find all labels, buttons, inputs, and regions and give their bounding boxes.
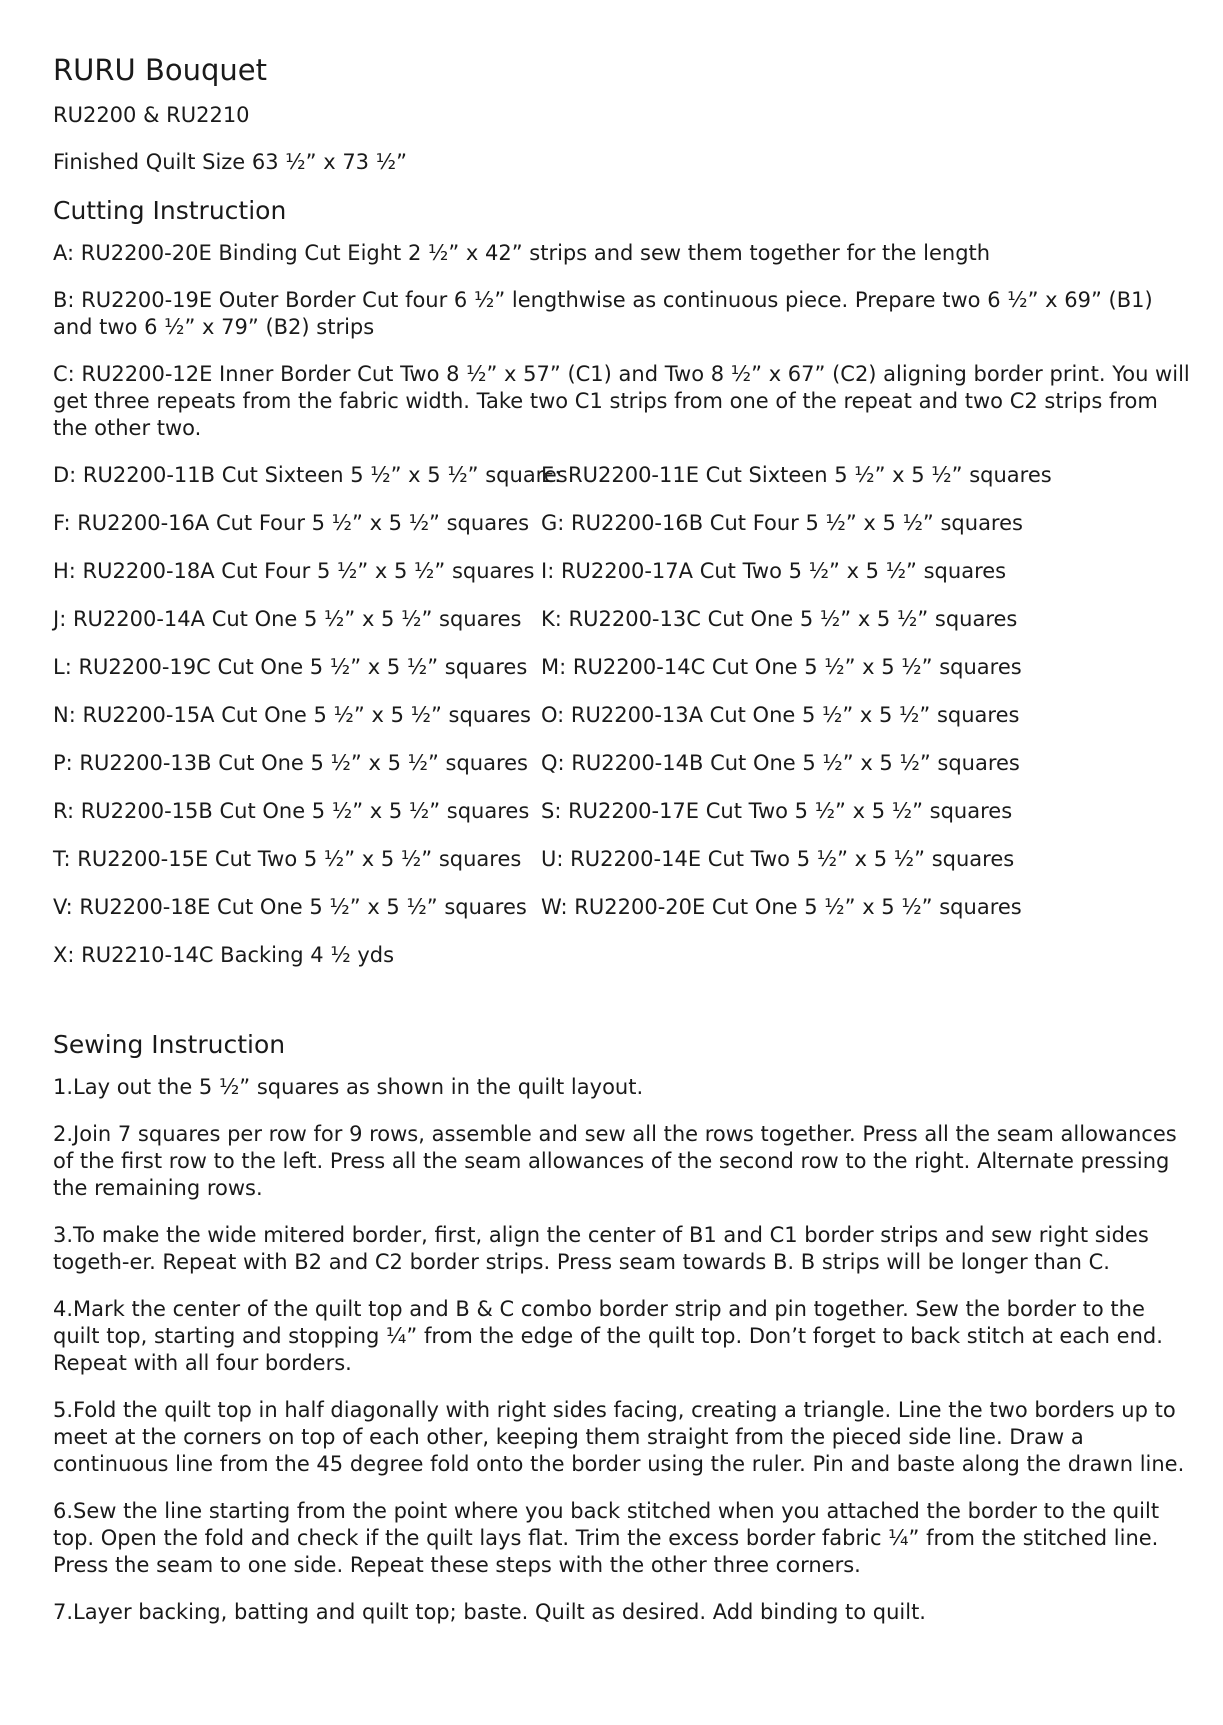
sewing-step-6: 6.Sew the line starting from the point where you back stitched when you attached the border to the quilt top. Open the fold and check if the quilt lays flat. Trim the excess border fabric ¼” from the stitched line. Press the seam to one side. Repeat these steps with the other three corners. — [53, 1499, 1160, 1577]
cutting-item-e: E: RU2200-11E Cut Sixteen 5 ½” x 5 ½” squares — [541, 463, 1052, 487]
cutting-item-o: O: RU2200-13A Cut One 5 ½” x 5 ½” squares — [541, 703, 1020, 727]
sewing-step-4: 4.Mark the center of the quilt top and B & C combo border strip and pin together. Sew the border to the quilt top, starting and stopping ¼” from the edge of the quilt top. Don’t forget to back stitch at each end. Repeat with all four borders. — [53, 1297, 1163, 1375]
cutting-item-k: K: RU2200-13C Cut One 5 ½” x 5 ½” squares — [541, 607, 1018, 631]
cutting-item-i: I: RU2200-17A Cut Two 5 ½” x 5 ½” squares — [541, 559, 1007, 583]
page-title: RURU Bouquet — [53, 53, 267, 87]
cutting-item-v: V: RU2200-18E Cut One 5 ½” x 5 ½” squares — [53, 895, 527, 919]
cutting-pair-row — [53, 510, 1203, 537]
cutting-item-p: P: RU2200-13B Cut One 5 ½” x 5 ½” squares — [53, 751, 528, 775]
sewing-step-2: 2.Join 7 squares per row for 9 rows, assemble and sew all the rows together. Press all the seam allowances of the first row to the left. Press all the seam allowances of the second row to the right. Alternate pressing the remaining rows. — [53, 1122, 1177, 1200]
sewing-step-5: 5.Fold the quilt top in half diagonally with right sides facing, creating a triangle. Line the two borders up to meet at the corners on top of each other, keeping them straight from the pieced side line. Draw a continuous line from the 45 degree fold onto the border using the ruler. Pin and baste along the drawn line. — [53, 1398, 1185, 1476]
cutting-item-m: M: RU2200-14C Cut One 5 ½” x 5 ½” squares — [541, 655, 1022, 679]
cutting-item-q: Q: RU2200-14B Cut One 5 ½” x 5 ½” squares — [541, 751, 1020, 775]
cutting-item-h: H: RU2200-18A Cut Four 5 ½” x 5 ½” squares — [53, 559, 535, 583]
sewing-step-3: 3.To make the wide mitered border, first, align the center of B1 and C1 border strips and sew right sides togeth-er. Repeat with B2 and C2 border strips. Press seam towards B. B strips will be longer than C. — [53, 1223, 1149, 1274]
cutting-backing-row — [53, 942, 1203, 969]
cutting-pair-row — [53, 462, 1203, 489]
cutting-pair-row — [53, 702, 1203, 729]
cutting-pair-row — [53, 654, 1203, 681]
document-page — [53, 52, 1203, 1646]
sewing-step-7: 7.Layer backing, batting and quilt top; baste. Quilt as desired. Add binding to quilt. — [53, 1600, 926, 1624]
cutting-item-d: D: RU2200-11B Cut Sixteen 5 ½” x 5 ½” squares — [53, 463, 568, 487]
cutting-item-c: C: RU2200-12E Inner Border Cut Two 8 ½” x 57” (C1) and Two 8 ½” x 67” (C2) aligning border print. You will get three repeats from the fabric width. Take two C1 strips from one of the repeat and two C2 strips from the other two. — [53, 362, 1190, 440]
cutting-pair-row — [53, 846, 1203, 873]
cutting-pair-row — [53, 894, 1203, 921]
cutting-pair-row — [53, 606, 1203, 633]
section-spacer — [53, 990, 1203, 1030]
cutting-item-a: A: RU2200-20E Binding Cut Eight 2 ½” x 42” strips and sew them together for the length — [53, 241, 991, 265]
cutting-item-n: N: RU2200-15A Cut One 5 ½” x 5 ½” squares — [53, 703, 531, 727]
cutting-pair-row — [53, 558, 1203, 585]
cutting-pair-row — [53, 750, 1203, 777]
finished-size: Finished Quilt Size 63 ½” x 73 ½” — [53, 150, 407, 174]
cutting-item-s: S: RU2200-17E Cut Two 5 ½” x 5 ½” squares — [541, 799, 1013, 823]
cutting-item-g: G: RU2200-16B Cut Four 5 ½” x 5 ½” squares — [541, 511, 1023, 535]
cutting-pair-row — [53, 798, 1203, 825]
cutting-item-f: F: RU2200-16A Cut Four 5 ½” x 5 ½” squares — [53, 511, 530, 535]
cutting-item-t: T: RU2200-15E Cut Two 5 ½” x 5 ½” squares — [53, 847, 522, 871]
cutting-item-l: L: RU2200-19C Cut One 5 ½” x 5 ½” squares — [53, 655, 528, 679]
sewing-step-1: 1.Lay out the 5 ½” squares as shown in the quilt layout. — [53, 1075, 644, 1099]
sewing-heading: Sewing Instruction — [53, 1030, 286, 1059]
collection-codes: RU2200 & RU2210 — [53, 103, 250, 127]
cutting-item-w: W: RU2200-20E Cut One 5 ½” x 5 ½” squares — [541, 895, 1022, 919]
cutting-heading: Cutting Instruction — [53, 196, 287, 225]
cutting-item-b: B: RU2200-19E Outer Border Cut four 6 ½” lengthwise as continuous piece. Prepare two 6 ½” x 69” (B1) and two 6 ½” x 79” (B2) strips — [53, 288, 1153, 339]
cutting-item-r: R: RU2200-15B Cut One 5 ½” x 5 ½” squares — [53, 799, 530, 823]
cutting-item-x: X: RU2210-14C Backing 4 ½ yds — [53, 943, 395, 967]
cutting-item-j: J: RU2200-14A Cut One 5 ½” x 5 ½” squares — [53, 607, 522, 631]
cutting-item-u: U: RU2200-14E Cut Two 5 ½” x 5 ½” squares — [541, 847, 1015, 871]
